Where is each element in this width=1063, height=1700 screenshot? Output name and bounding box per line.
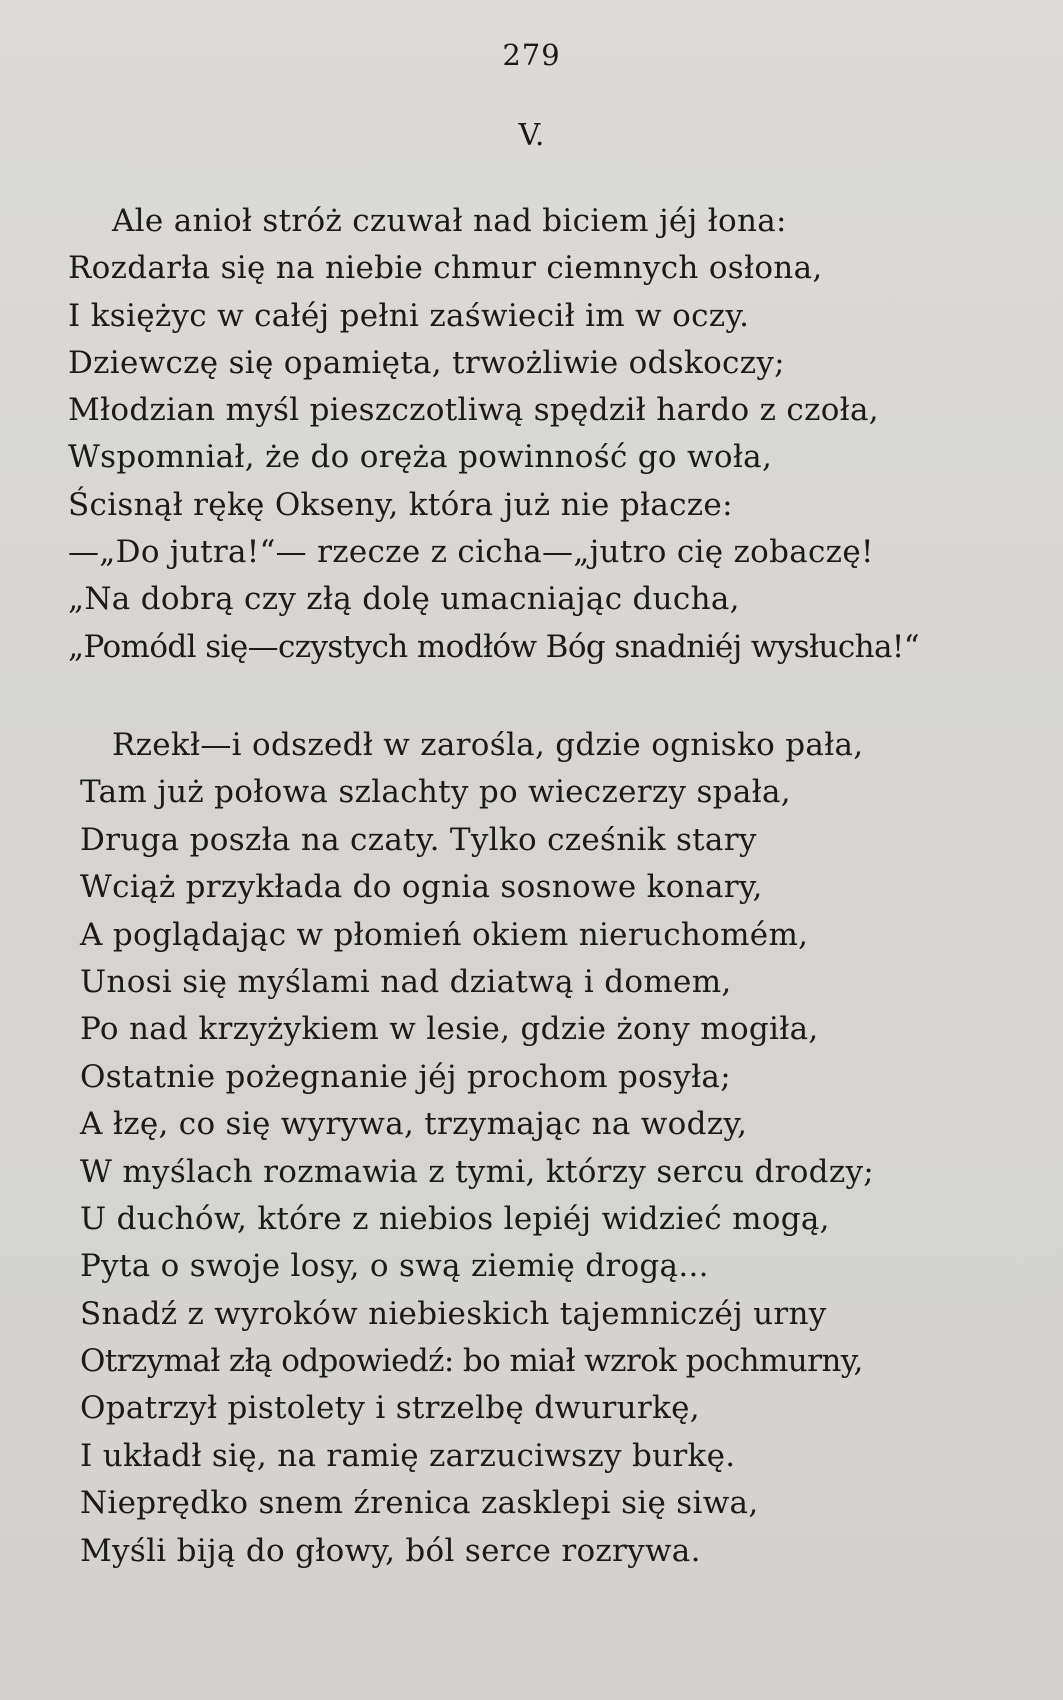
verse-line: Snadź z wyroków niebieskich tajemniczéj urny <box>80 1295 827 1332</box>
verse-line: W myślach rozmawia z tymi, którzy sercu drodzy; <box>80 1153 875 1190</box>
page-number: 279 <box>502 38 561 72</box>
verse-line: Opatrzył pistolety i strzelbę dwururkę, <box>80 1390 700 1427</box>
verse-line: A poglądając w płomień okiem nieruchomém, <box>80 916 809 953</box>
verse-line: Wciąż przykłada do ognia sosnowe konary, <box>80 869 763 906</box>
verse-line: I księżyc w całéj pełni zaświecił im w oczy. <box>68 297 750 334</box>
verse-line: Otrzymał złą odpowiedź: bo miał wzrok pochmurny, <box>80 1343 863 1380</box>
verse-line: A łzę, co się wyrywa, trzymając na wodzy, <box>80 1106 748 1143</box>
section-heading: V. <box>518 118 545 153</box>
verse-line: Ostatnie pożegnanie jéj prochom posyła; <box>80 1058 731 1095</box>
verse-line: Ale anioł stróż czuwał nad biciem jéj łona: <box>112 203 787 239</box>
stanza <box>68 198 1028 671</box>
verse-line: Unosi się myślami nad dziatwą i domem, <box>80 963 732 1000</box>
verse-line: —„Do jutra!“— rzecze z cicha—„jutro cię zobaczę! <box>68 534 874 571</box>
verse-line: Druga poszła na czaty. Tylko cześnik stary <box>80 821 757 858</box>
stanza <box>68 722 1028 1575</box>
verse-line: Myśli biją do głowy, ból serce rozrywa. <box>80 1532 701 1569</box>
verse-line: Rzekł—i odszedł w zarośla, gdzie ognisko pała, <box>112 727 864 763</box>
verse-line: Młodzian myśl pieszczotliwą spędził hardo z czoła, <box>68 392 879 429</box>
verse-line: Rozdarła się na niebie chmur ciemnych osłona, <box>68 250 823 287</box>
verse-line: „Na dobrą czy złą dolę umacniając ducha, <box>68 581 740 618</box>
verse-line: Tam już połowa szlachty po wieczerzy spała, <box>80 774 791 811</box>
verse-line: Po nad krzyżykiem w lesie, gdzie żony mogiła, <box>80 1011 819 1048</box>
verse-line: Pyta o swoje losy, o swą ziemię drogą... <box>80 1248 709 1285</box>
verse-line: U duchów, które z niebios lepiéj widzieć mogą, <box>80 1200 830 1237</box>
verse-line: Dziewczę się opamięta, trwożliwie odskoczy; <box>68 344 785 381</box>
verse-line: Ścisnął rękę Okseny, która już nie płacze: <box>68 486 733 523</box>
verse-line: Nieprędko snem źrenica zasklepi się siwa, <box>80 1485 759 1522</box>
verse-line: „Pomódl się—czystych modłów Bóg snadniéj wysłucha!“ <box>68 628 919 665</box>
verse-line: I układł się, na ramię zarzuciwszy burkę. <box>80 1437 736 1474</box>
verse-line: Wspomniał, że do oręża powinność go woła, <box>68 439 773 476</box>
